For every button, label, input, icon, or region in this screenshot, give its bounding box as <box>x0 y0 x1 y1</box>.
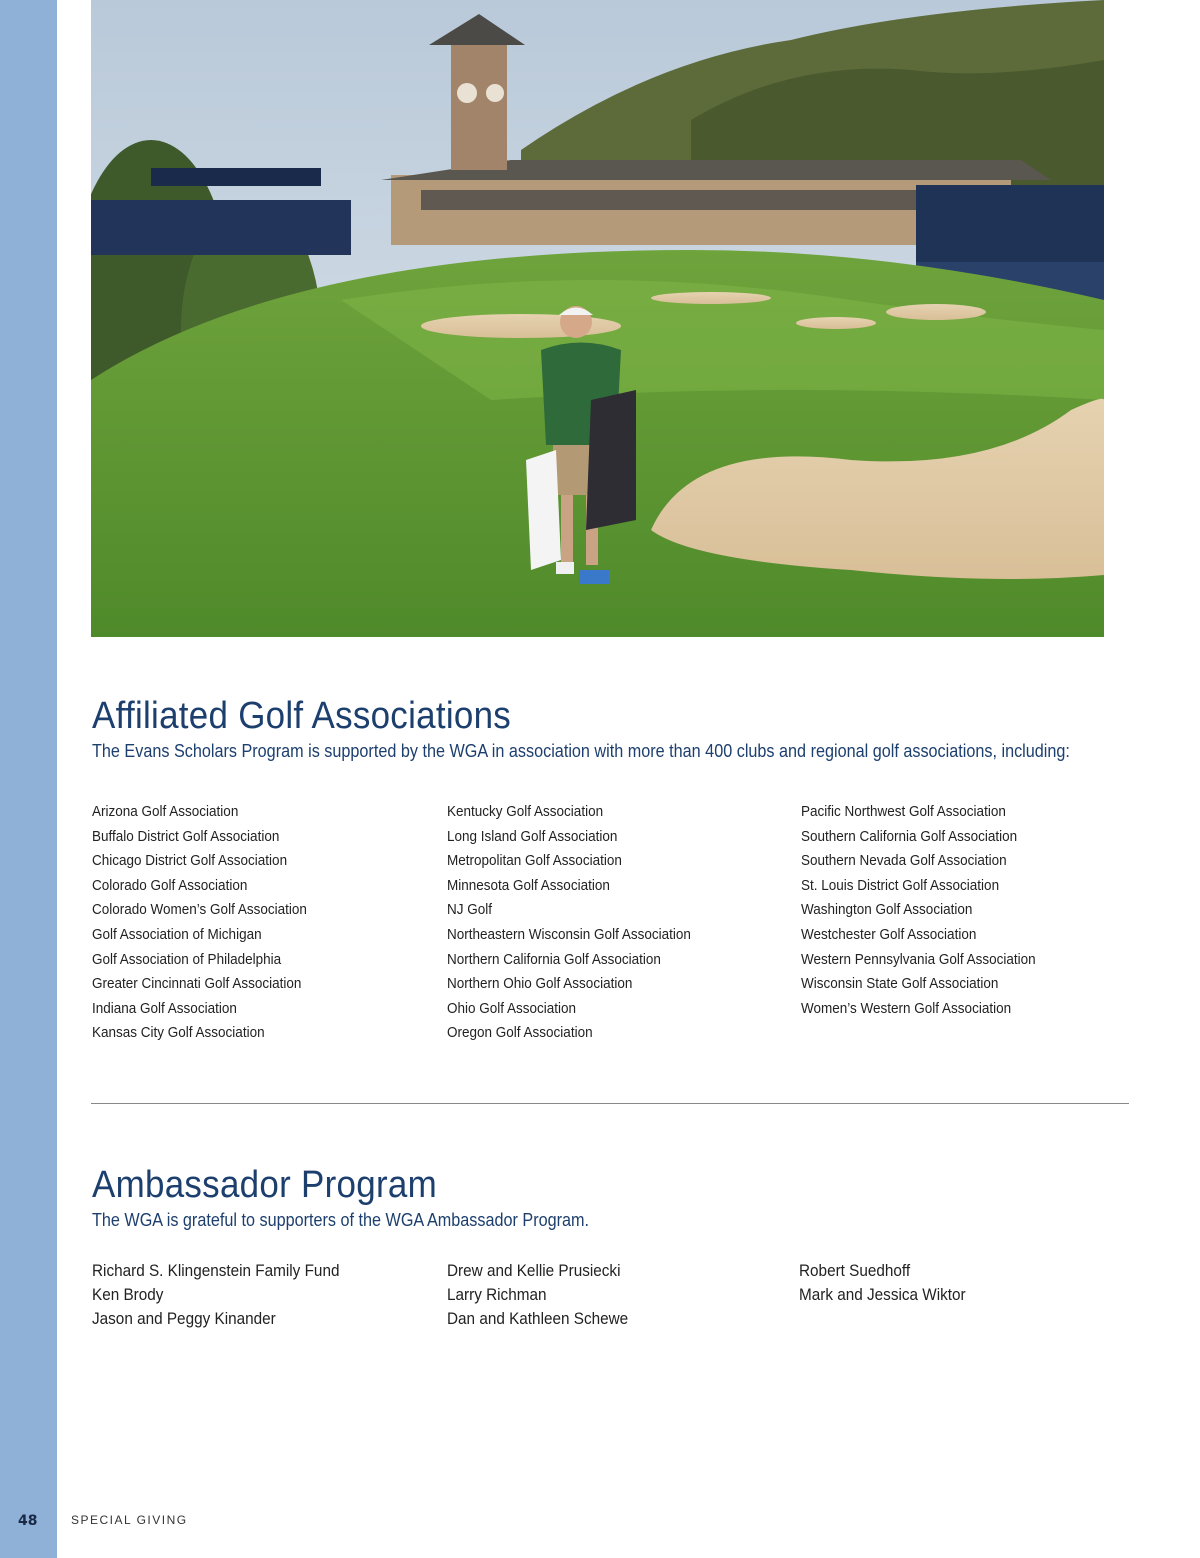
list-item: Colorado Golf Association <box>92 876 248 894</box>
list-item: Metropolitan Golf Association <box>447 852 622 870</box>
list-item: Southern California Golf Association <box>801 827 1018 845</box>
list-item: Robert Suedhoff <box>799 1261 911 1280</box>
list-item: Northern Ohio Golf Association <box>447 975 633 993</box>
list-item: Arizona Golf Association <box>92 803 239 820</box>
list-item: Kansas City Golf Association <box>92 1024 265 1042</box>
sidebar-accent <box>0 0 57 1558</box>
affiliated-column-1 <box>92 800 432 1046</box>
list-item: Northeastern Wisconsin Golf Association <box>447 925 691 943</box>
list-item: Northern California Golf Association <box>447 950 661 968</box>
affiliated-column-3 <box>801 800 1141 1021</box>
list-item: Wisconsin State Golf Association <box>801 975 999 993</box>
list-item: Western Pennsylvania Golf Association <box>801 950 1036 968</box>
list-item: Washington Golf Association <box>801 901 973 919</box>
list-item: Jason and Peggy Kinander <box>92 1309 276 1328</box>
list-item: Southern Nevada Golf Association <box>801 852 1007 870</box>
list-item: Colorado Women’s Golf Association <box>92 901 307 919</box>
list-item: Greater Cincinnati Golf Association <box>92 975 302 993</box>
list-item: Pacific Northwest Golf Association <box>801 803 1006 820</box>
list-item: Buffalo District Golf Association <box>92 827 280 845</box>
list-item: Kentucky Golf Association <box>447 803 604 820</box>
list-item: Larry Richman <box>447 1285 547 1304</box>
list-item: Golf Association of Philadelphia <box>92 950 282 968</box>
affiliated-title: Affiliated Golf Associations <box>92 695 512 737</box>
list-item: Drew and Kellie Prusiecki <box>447 1261 621 1280</box>
list-item: Richard S. Klingenstein Family Fund <box>92 1261 340 1280</box>
affiliated-subtitle: The Evans Scholars Program is supported by the WGA in association with more than 400 clubs and regional golf associations, including: <box>92 741 1070 761</box>
ambassador-title: Ambassador Program <box>92 1164 437 1206</box>
section-divider <box>91 1103 1129 1104</box>
ambassador-column-1 <box>92 1259 432 1331</box>
list-item: Mark and Jessica Wiktor <box>799 1285 966 1304</box>
list-item: Chicago District Golf Association <box>92 852 288 870</box>
golf-course-photo <box>91 0 1104 637</box>
list-item: Oregon Golf Association <box>447 1024 593 1042</box>
list-item: Ken Brody <box>92 1285 164 1304</box>
ambassador-subtitle: The WGA is grateful to supporters of the WGA Ambassador Program. <box>92 1210 590 1230</box>
list-item: Long Island Golf Association <box>447 827 618 845</box>
list-item: Minnesota Golf Association <box>447 876 610 894</box>
list-item: NJ Golf <box>447 901 493 919</box>
list-item: Ohio Golf Association <box>447 999 577 1017</box>
list-item: Dan and Kathleen Schewe <box>447 1309 629 1328</box>
list-item: Women’s Western Golf Association <box>801 999 1012 1017</box>
list-item: St. Louis District Golf Association <box>801 876 1000 894</box>
section-label: SPECIAL GIVING <box>71 1513 188 1527</box>
ambassador-column-2 <box>447 1259 787 1331</box>
page-number: 48 <box>18 1513 38 1529</box>
ambassador-column-3 <box>799 1259 1139 1307</box>
affiliated-column-2 <box>447 800 787 1046</box>
list-item: Golf Association of Michigan <box>92 925 262 943</box>
list-item: Westchester Golf Association <box>801 925 977 943</box>
list-item: Indiana Golf Association <box>92 999 237 1017</box>
